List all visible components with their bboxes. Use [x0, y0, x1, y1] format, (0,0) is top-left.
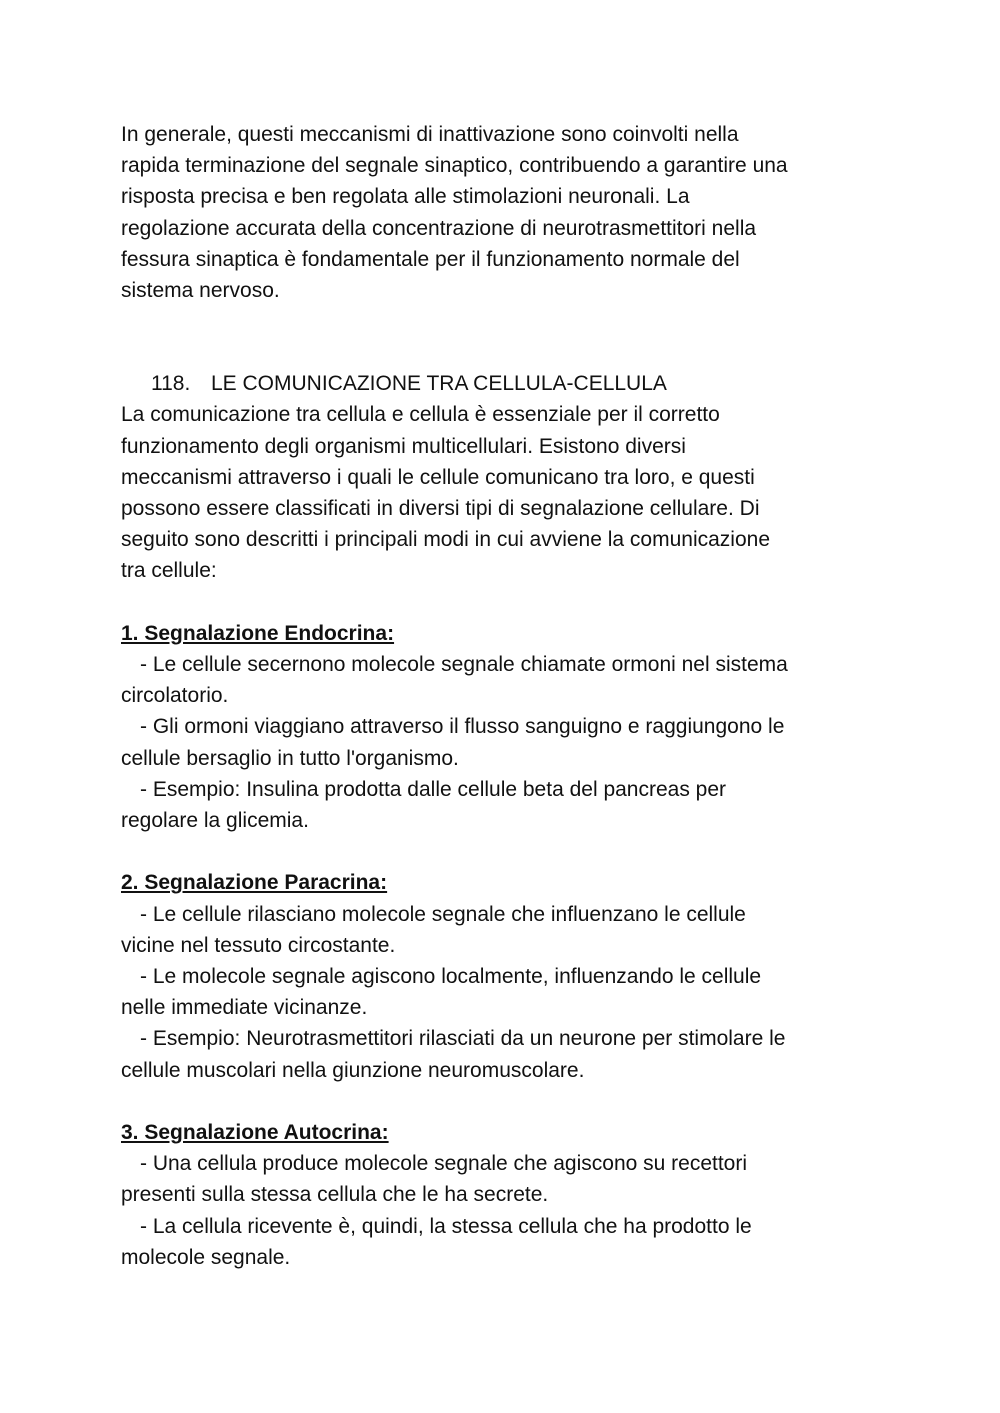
- section-heading: [121, 368, 881, 399]
- section-autocrine: [121, 1117, 881, 1273]
- text-line: regolazione accurata della concentrazione di neurotrasmettitori nella: [121, 216, 757, 240]
- list-item: [121, 649, 881, 711]
- heading-title: LE COMUNICAZIONE TRA CELLULA-CELLULA: [211, 372, 667, 396]
- body-paragraph: [121, 399, 881, 586]
- spacer: [121, 306, 881, 368]
- text-line: risposta precisa e ben regolata alle stimolazioni neuronali. La: [121, 185, 690, 209]
- text-line: - Le cellule secernono molecole segnale chiamate ormoni nel sistema: [140, 653, 788, 677]
- text-line: presenti sulla stessa cellula che le ha secrete.: [121, 1183, 549, 1207]
- text-line: funzionamento degli organismi multicellulari. Esistono diversi: [121, 434, 686, 458]
- text-line: nelle immediate vicinanze.: [121, 996, 368, 1020]
- list-item: [121, 711, 881, 773]
- section-endocrine: [121, 618, 881, 836]
- section-title: 2. Segnalazione Paracrina:: [121, 871, 388, 895]
- text-line: - Una cellula produce molecole segnale che agiscono su recettori: [140, 1152, 748, 1176]
- text-line: - Esempio: Neurotrasmettitori rilasciati da un neurone per stimolare le: [140, 1027, 786, 1051]
- section-paracrine: [121, 867, 881, 1085]
- text-line: seguito sono descritti i principali modi in cui avviene la comunicazione: [121, 528, 771, 552]
- text-line: - Le cellule rilasciano molecole segnale che influenzano le cellule: [140, 902, 746, 926]
- section-title: 3. Segnalazione Autocrina:: [121, 1121, 389, 1145]
- list-item: [121, 774, 881, 836]
- spacer: [121, 1086, 881, 1117]
- text-line: cellule muscolari nella giunzione neuromuscolare.: [121, 1058, 585, 1082]
- spacer: [121, 587, 881, 618]
- text-line: vicine nel tessuto circostante.: [121, 933, 396, 957]
- text-line: sistema nervoso.: [121, 279, 280, 303]
- text-line: regolare la glicemia.: [121, 809, 309, 833]
- text-line: cellule bersaglio in tutto l'organismo.: [121, 746, 459, 770]
- list-item: [121, 1211, 881, 1273]
- intro-paragraph: [121, 119, 881, 306]
- text-line: molecole segnale.: [121, 1245, 291, 1269]
- list-item: [121, 961, 881, 1023]
- text-line: - Esempio: Insulina prodotta dalle cellule beta del pancreas per: [140, 777, 727, 801]
- text-line: tra cellule:: [121, 559, 217, 583]
- text-line: - Le molecole segnale agiscono localmente, influenzando le cellule: [140, 965, 762, 989]
- heading-number: 118.: [151, 372, 191, 396]
- spacer: [121, 836, 881, 867]
- list-item: [121, 1148, 881, 1210]
- text-line: rapida terminazione del segnale sinaptico, contribuendo a garantire una: [121, 154, 788, 178]
- text-line: - La cellula ricevente è, quindi, la stessa cellula che ha prodotto le: [140, 1214, 752, 1238]
- page-content: [121, 119, 881, 1273]
- list-item: [121, 899, 881, 961]
- text-line: circolatorio.: [121, 684, 229, 708]
- text-line: fessura sinaptica è fondamentale per il funzionamento normale del: [121, 247, 740, 271]
- text-line: meccanismi attraverso i quali le cellule comunicano tra loro, e questi: [121, 465, 755, 489]
- text-line: - Gli ormoni viaggiano attraverso il flusso sanguigno e raggiungono le: [140, 715, 785, 739]
- text-line: La comunicazione tra cellula e cellula è essenziale per il corretto: [121, 403, 720, 427]
- section-title: 1. Segnalazione Endocrina:: [121, 621, 395, 645]
- text-line: In generale, questi meccanismi di inattivazione sono coinvolti nella: [121, 123, 739, 146]
- list-item: [121, 1023, 881, 1085]
- text-line: possono essere classificati in diversi tipi di segnalazione cellulare. Di: [121, 497, 760, 521]
